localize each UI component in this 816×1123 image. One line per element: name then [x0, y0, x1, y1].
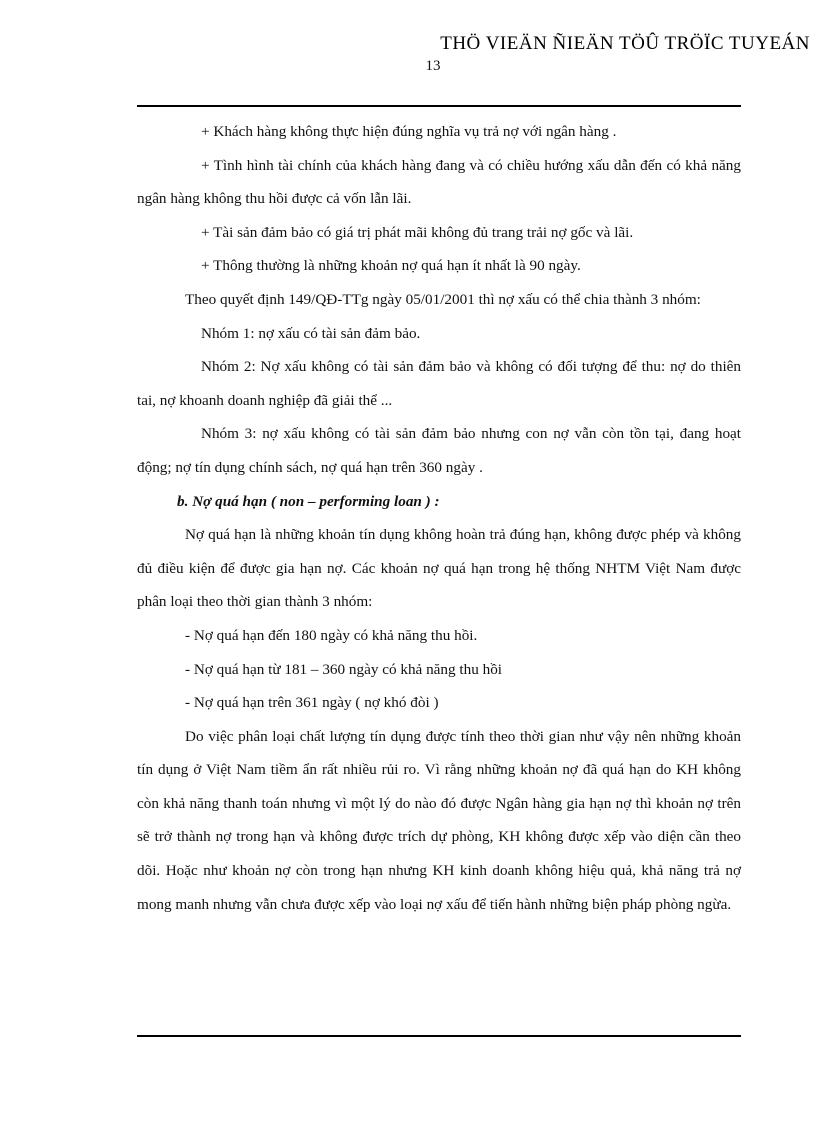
- body-text: [137, 115, 741, 921]
- paragraph-overdue-class-1: - Nợ quá hạn đến 180 ngày có khả năng thu hồi.: [185, 626, 478, 644]
- paragraph-overdue-class-3: - Nợ quá hạn trên 361 ngày ( nợ khó đòi ): [185, 694, 439, 712]
- section-heading-overdue-debt: b. Nợ quá hạn ( non – performing loan ) :: [177, 492, 440, 510]
- top-divider: [137, 105, 741, 107]
- paragraph-bullet-4: + Thông thường là những khoản nợ quá hạn ít nhất là 90 ngày.: [201, 257, 581, 275]
- paragraph-bullet-3: + Tài sản đảm bảo có giá trị phát mãi không đủ trang trải nợ gốc và lãi.: [201, 223, 634, 241]
- paragraph-bullet-1: + Khách hàng không thực hiện đúng nghĩa vụ trả nợ với ngân hàng .: [201, 123, 617, 140]
- paragraph-bullet-2: + Tình hình tài chính của khách hàng đang và có chiều hướng xấu dẫn đến có khả năng ngân hàng không thu hồi được cả vốn lẫn lãi.: [137, 156, 741, 208]
- site-header-title: THÖ VIEÄN ÑIEÄN TÖÛ TRÖÏC TUYEÁN: [440, 33, 810, 54]
- paragraph-group-2: Nhóm 2: Nợ xấu không có tài sản đảm bảo và không có đối tượng để thu: nợ do thiên tai, nợ khoanh doanh nghiệp đã giải thể ...: [137, 358, 741, 409]
- page-number: 13: [425, 58, 441, 74]
- paragraph-risk-discussion: Do việc phân loại chất lượng tín dụng được tính theo thời gian như vậy nên những khoản tín dụng ở Việt Nam tiềm ẩn rất nhiều rủi ro. Vì rằng những khoản nợ đã quá hạn do KH không còn khả năng thanh toán nhưng vì một lý do nào đó được Ngân hàng gia hạn nợ thì khoản nợ trên sẽ trở thành nợ trong hạn và không được trích dự phòng, KH không được xếp vào diện cần theo dõi. Hoặc như khoản nợ còn trong hạn nhưng KH kinh doanh không hiệu quả, khả năng trả nợ mong manh nhưng vẫn chưa được xếp vào loại nợ xấu để tiến hành những biện pháp phòng ngừa.: [137, 727, 741, 913]
- paragraph-overdue-class-2: - Nợ quá hạn từ 181 – 360 ngày có khả năng thu hồi: [185, 660, 503, 678]
- paragraph-overdue-definition: Nợ quá hạn là những khoản tín dụng không hoàn trả đúng hạn, không được phép và không đủ điều kiện để được gia hạn nợ. Các khoản nợ quá hạn trong hệ thống NHTM Việt Nam được phân loại theo thời gian thành 3 nhóm:: [137, 526, 741, 611]
- paragraph-decision-intro: Theo quyết định 149/QĐ-TTg ngày 05/01/2001 thì nợ xấu có thể chia thành 3 nhóm:: [185, 290, 701, 308]
- bottom-divider: [137, 1035, 741, 1037]
- paragraph-group-1: Nhóm 1: nợ xấu có tài sản đảm bảo.: [201, 324, 421, 342]
- paragraph-group-3: Nhóm 3: nợ xấu không có tài sản đảm bảo nhưng con nợ vẫn còn tồn tại, đang hoạt động; nợ tín dụng chính sách, nợ quá hạn trên 360 ngày .: [137, 425, 741, 476]
